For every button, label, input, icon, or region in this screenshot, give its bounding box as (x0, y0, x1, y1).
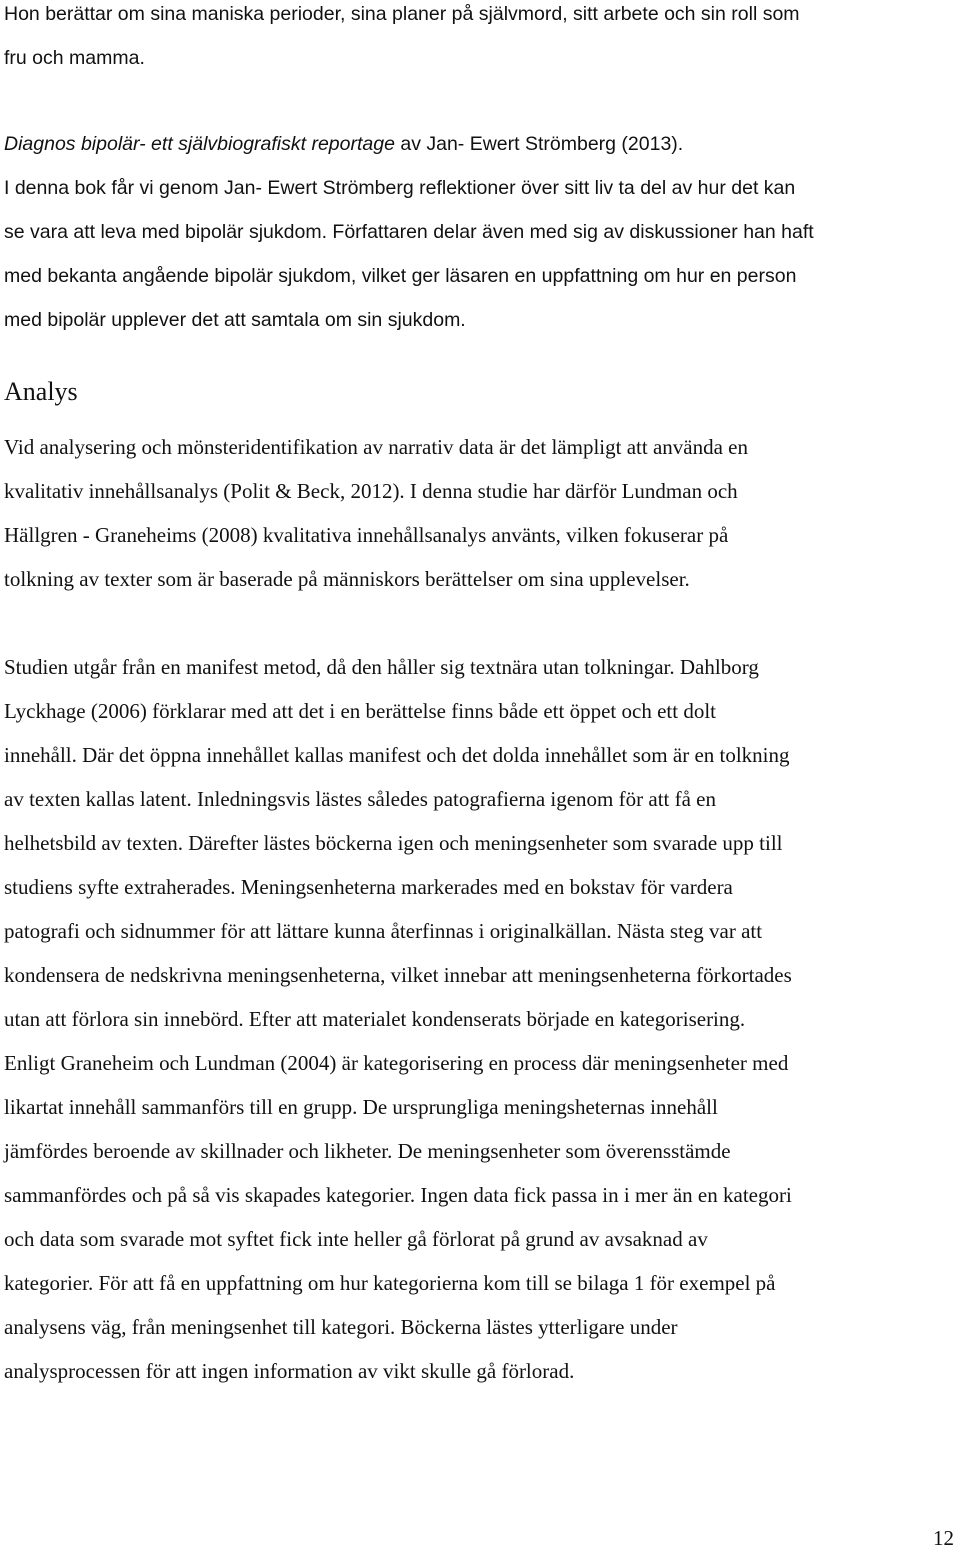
text-line: analysens väg, från meningsenhet till kategori. Böckerna lästes ytterligare under (4, 1315, 678, 1339)
text-line: Lyckhage (2006) förklarar med att det i en berättelse finns både ett öppet och ett dolt (4, 699, 716, 723)
text-line: Hon berättar om sina maniska perioder, sina planer på självmord, sitt arbete och sin roll som (4, 3, 800, 25)
intro-paragraph (4, 0, 800, 80)
text-line: kondensera de nedskrivna meningsenheterna, vilket innebar att meningsenheterna förkortades (4, 963, 792, 987)
text-line: analysprocessen för att ingen information av vikt skulle gå förlorad. (4, 1359, 575, 1383)
text-line: med bekanta angående bipolär sjukdom, vilket ger läsaren en uppfattning om hur en person (4, 265, 797, 287)
text-line: Studien utgår från en manifest metod, då den håller sig textnära utan tolkningar. Dahlborg (4, 655, 759, 679)
text-line: se vara att leva med bipolär sjukdom. Författaren delar även med sig av diskussioner han haft (4, 221, 814, 243)
text-line: med bipolär upplever det att samtala om sin sjukdom. (4, 309, 466, 331)
book-summary-paragraph (4, 122, 814, 342)
analysis-paragraph-1 (4, 425, 748, 601)
text-line: Vid analysering och mönsteridentifikation av narrativ data är det lämpligt att använda en (4, 435, 748, 459)
page-number: 12 (933, 1526, 954, 1550)
text-line: likartat innehåll sammanförs till en grupp. De ursprungliga meningsheternas innehåll (4, 1095, 718, 1119)
text-line: och data som svarade mot syftet fick inte heller gå förlorat på grund av avsaknad av (4, 1227, 708, 1251)
text-line: kategorier. För att få en uppfattning om hur kategorierna kom till se bilaga 1 för exempel på (4, 1271, 776, 1295)
section-heading: Analys (4, 377, 78, 406)
text-line: patografi och sidnummer för att lättare kunna återfinnas i originalkällan. Nästa steg var att (4, 919, 763, 943)
text-line: jämfördes beroende av skillnader och likheter. De meningsenheter som överensstämde (4, 1139, 731, 1163)
text-line: tolkning av texter som är baserade på människors berättelser om sina upplevelser. (4, 567, 690, 591)
text-line: fru och mamma. (4, 47, 145, 69)
text-line: av texten kallas latent. Inledningsvis lästes således patografierna igenom för att få en (4, 787, 717, 811)
text-line: utan att förlora sin innebörd. Efter att materialet kondenserats började en kategorisering. (4, 1007, 746, 1031)
book-title: Diagnos bipolär- ett självbiografiskt reportage (4, 133, 395, 155)
text-line: I denna bok får vi genom Jan- Ewert Strömberg reflektioner över sitt liv ta del av hur det kan (4, 177, 796, 199)
text-line: sammanfördes och på så vis skapades kategorier. Ingen data fick passa in i mer än en kategori (4, 1183, 792, 1207)
text-line: studiens syfte extraherades. Meningsenheterna markerades med en bokstav för vardera (4, 875, 733, 899)
text-line: helhetsbild av texten. Därefter lästes böckerna igen och meningsenheter som svarade upp till (4, 831, 783, 855)
book-title-line (4, 122, 814, 166)
text-line: kvalitativ innehållsanalys (Polit & Beck, 2012). I denna studie har därför Lundman och (4, 479, 738, 503)
analysis-paragraph-2 (4, 645, 792, 1393)
text-line: innehåll. Där det öppna innehållet kallas manifest och det dolda innehållet som är en tolkning (4, 743, 790, 767)
text-line: Enligt Graneheim och Lundman (2004) är kategorisering en process där meningsenheter med (4, 1051, 789, 1075)
text-line: Hällgren - Graneheims (2008) kvalitativa innehållsanalys använts, vilken fokuserar på (4, 523, 729, 547)
book-author: av Jan- Ewert Strömberg (2013). (394, 133, 684, 155)
